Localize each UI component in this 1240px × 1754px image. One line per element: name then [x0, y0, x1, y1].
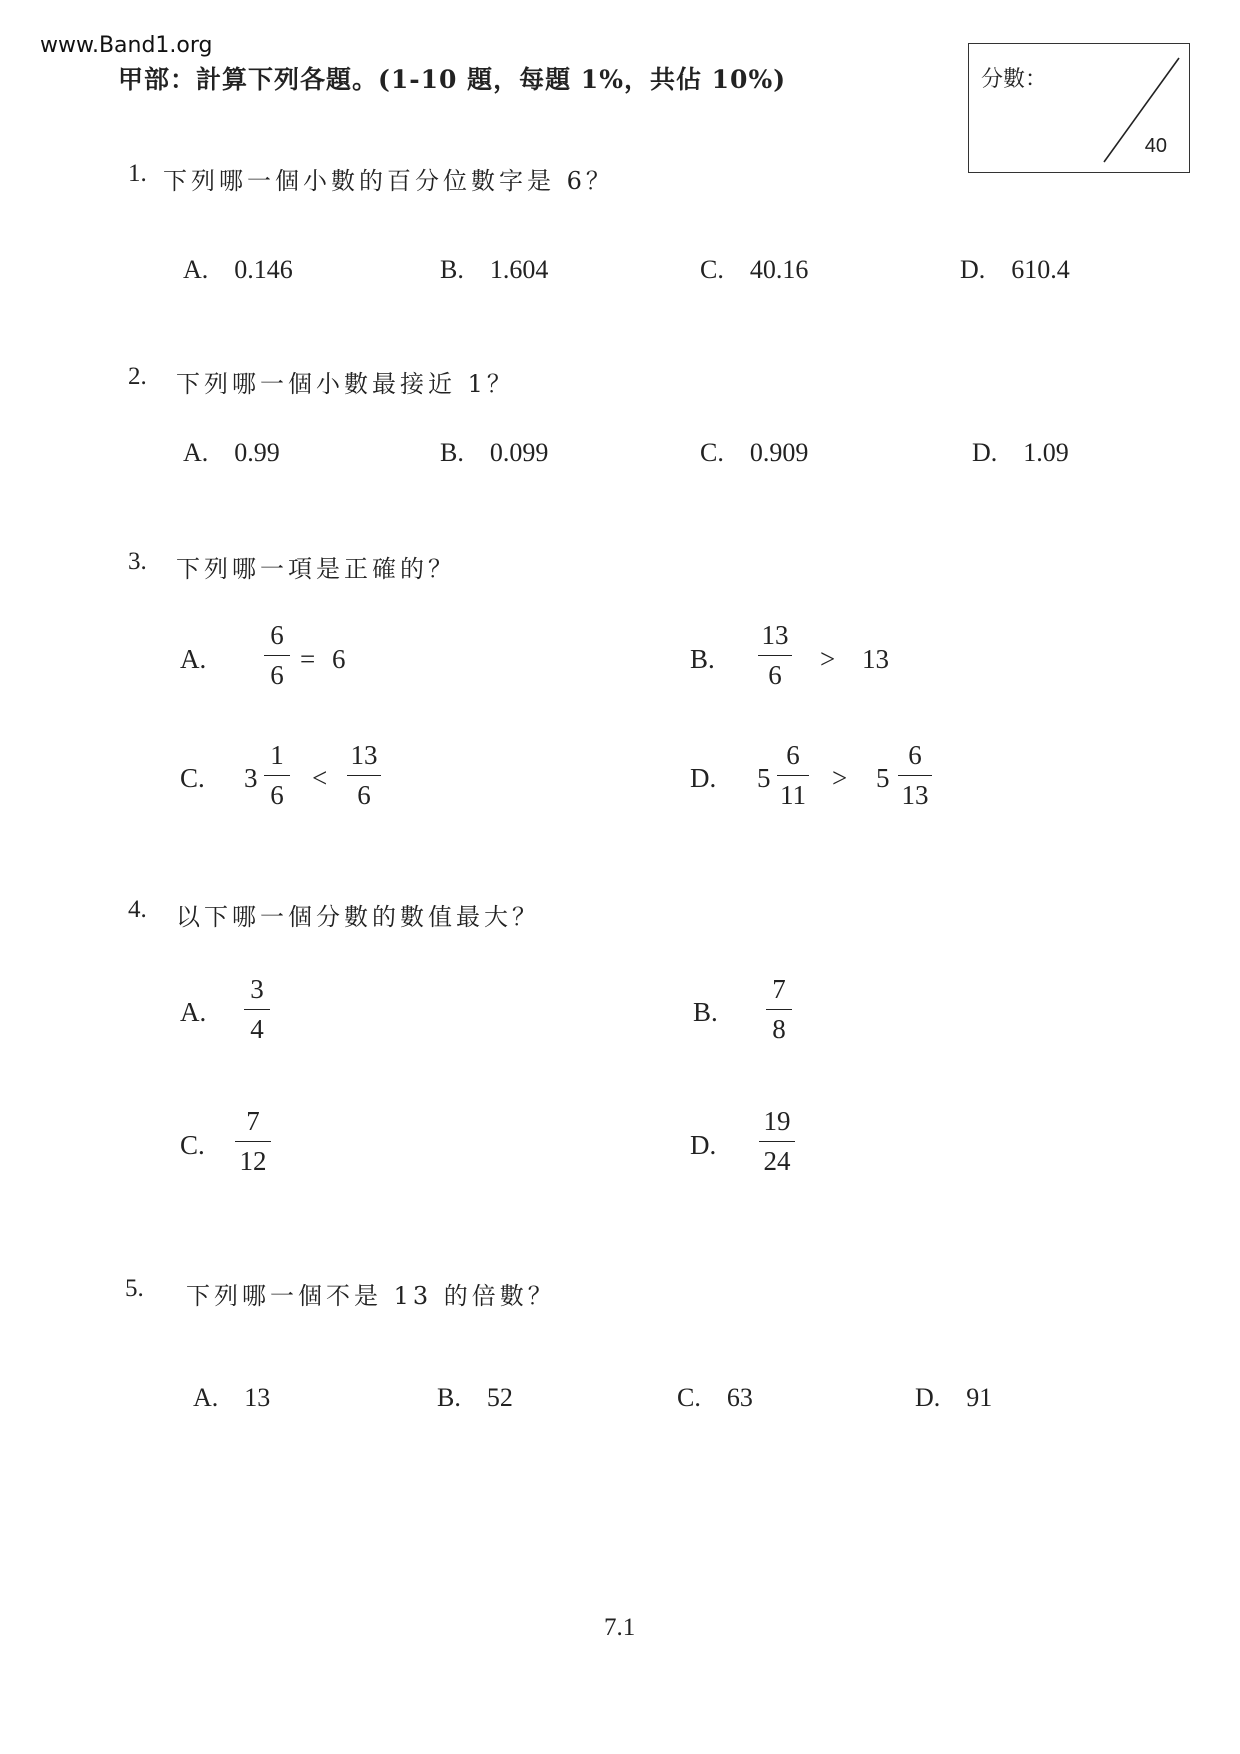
denominator: 6 — [270, 780, 284, 810]
q2-option-a[interactable] — [183, 438, 280, 468]
fraction — [777, 740, 809, 810]
watermark-url[interactable]: www.Band1.org — [40, 33, 213, 58]
whole-number: 5 — [876, 763, 890, 793]
option-label: C. — [677, 1383, 701, 1412]
option-value: 63 — [726, 1383, 753, 1412]
q3-number: 3. — [128, 548, 147, 575]
denominator: 8 — [772, 1014, 786, 1044]
operator: = — [300, 644, 316, 674]
option-value: 0.146 — [234, 255, 293, 284]
q5-option-d[interactable] — [915, 1383, 992, 1413]
fraction — [766, 974, 792, 1044]
whole-number: 3 — [244, 763, 258, 793]
q1-text: 下列哪一個小數的百分位數字是 6？ — [163, 167, 614, 195]
option-label: D. — [915, 1383, 941, 1412]
numerator: 3 — [250, 974, 264, 1004]
fraction — [244, 974, 270, 1044]
denominator: 11 — [780, 780, 806, 810]
q2-option-d[interactable] — [972, 438, 1069, 468]
numerator: 19 — [763, 1106, 791, 1136]
fraction-bar — [235, 1141, 271, 1142]
q1-option-a[interactable] — [183, 255, 293, 285]
fraction-bar — [347, 775, 381, 776]
option-value: 40.16 — [749, 255, 809, 284]
option-value: 52 — [486, 1383, 513, 1412]
fraction-bar — [777, 775, 809, 776]
q1-number: 1. — [128, 160, 147, 187]
option-label: D. — [972, 438, 998, 467]
option-label: C. — [700, 255, 724, 284]
option-label: B. — [437, 1383, 461, 1412]
numerator: 1 — [270, 740, 284, 770]
q2-number: 2. — [128, 363, 147, 390]
denominator: 24 — [763, 1146, 791, 1176]
fraction — [235, 1106, 271, 1176]
whole-number: 5 — [757, 763, 771, 793]
q5-option-a[interactable] — [193, 1383, 270, 1413]
fraction-bar — [759, 1141, 795, 1142]
score-label: 分數： — [981, 67, 1048, 92]
option-label: D. — [960, 255, 986, 284]
option-label: D. — [690, 1130, 717, 1160]
rhs-value: 6 — [332, 644, 346, 674]
option-label: A. — [193, 1383, 219, 1412]
score-box — [968, 43, 1190, 173]
q4-number: 4. — [128, 896, 147, 923]
option-value: 610.4 — [1011, 255, 1070, 284]
q2-text: 下列哪一個小數最接近 1？ — [176, 370, 515, 398]
option-label: B. — [693, 997, 718, 1027]
denominator: 4 — [250, 1014, 264, 1044]
fraction — [759, 1106, 795, 1176]
page-number: 7.1 — [604, 1614, 636, 1641]
option-value: 1.09 — [1023, 438, 1069, 467]
fraction — [264, 740, 290, 810]
option-label: A. — [180, 644, 207, 674]
numerator: 13 — [350, 740, 378, 770]
q4-text: 以下哪一個分數的數值最大？ — [176, 903, 540, 931]
option-label: A. — [183, 255, 209, 284]
option-label: D. — [690, 763, 717, 793]
numerator: 13 — [761, 620, 789, 650]
option-label: C. — [700, 438, 724, 467]
denominator: 6 — [270, 660, 284, 690]
fraction-bar — [264, 775, 290, 776]
option-label: C. — [180, 1130, 205, 1160]
denominator: 6 — [768, 660, 782, 690]
q2-option-c[interactable] — [700, 438, 808, 468]
option-label: B. — [440, 438, 464, 467]
q5-option-b[interactable] — [437, 1383, 513, 1413]
operator: > — [832, 763, 848, 793]
option-value: 1.604 — [489, 255, 549, 284]
fraction-bar — [264, 655, 290, 656]
score-total: 40 — [1144, 135, 1167, 157]
numerator: 6 — [908, 740, 922, 770]
fraction — [898, 740, 932, 810]
denominator: 6 — [357, 780, 371, 810]
option-label: C. — [180, 763, 205, 793]
fraction — [347, 740, 381, 810]
option-value: 91 — [966, 1383, 993, 1412]
section-title: 甲部：計算下列各題。(1-10 題，每題 1%，共佔 10%) — [118, 65, 787, 94]
q5-option-c[interactable] — [677, 1383, 753, 1413]
option-value: 0.099 — [489, 438, 549, 467]
option-label: B. — [690, 644, 715, 674]
q1-option-c[interactable] — [700, 255, 808, 285]
q2-option-b[interactable] — [440, 438, 548, 468]
option-value: 13 — [244, 1383, 271, 1412]
option-value: 0.99 — [234, 438, 280, 467]
denominator: 13 — [901, 780, 929, 810]
denominator: 12 — [239, 1146, 267, 1176]
numerator: 6 — [270, 620, 284, 650]
fraction — [758, 620, 792, 690]
operator: < — [312, 763, 328, 793]
rhs-value: 13 — [862, 644, 889, 674]
fraction-bar — [758, 655, 792, 656]
numerator: 6 — [786, 740, 800, 770]
q3-text: 下列哪一項是正確的？ — [176, 555, 456, 583]
fraction-bar — [244, 1009, 270, 1010]
fraction-bar — [766, 1009, 792, 1010]
option-label: A. — [183, 438, 209, 467]
fraction-bar — [898, 775, 932, 776]
q1-option-d[interactable] — [960, 255, 1070, 285]
operator: > — [820, 644, 836, 674]
fraction — [264, 620, 290, 690]
q1-option-b[interactable] — [440, 255, 548, 285]
option-label: A. — [180, 997, 207, 1027]
numerator: 7 — [772, 974, 786, 1004]
option-label: B. — [440, 255, 464, 284]
q5-text: 下列哪一個不是 13 的倍數？ — [186, 1282, 556, 1310]
option-value: 0.909 — [749, 438, 809, 467]
q5-number: 5. — [125, 1275, 144, 1302]
numerator: 7 — [246, 1106, 260, 1136]
